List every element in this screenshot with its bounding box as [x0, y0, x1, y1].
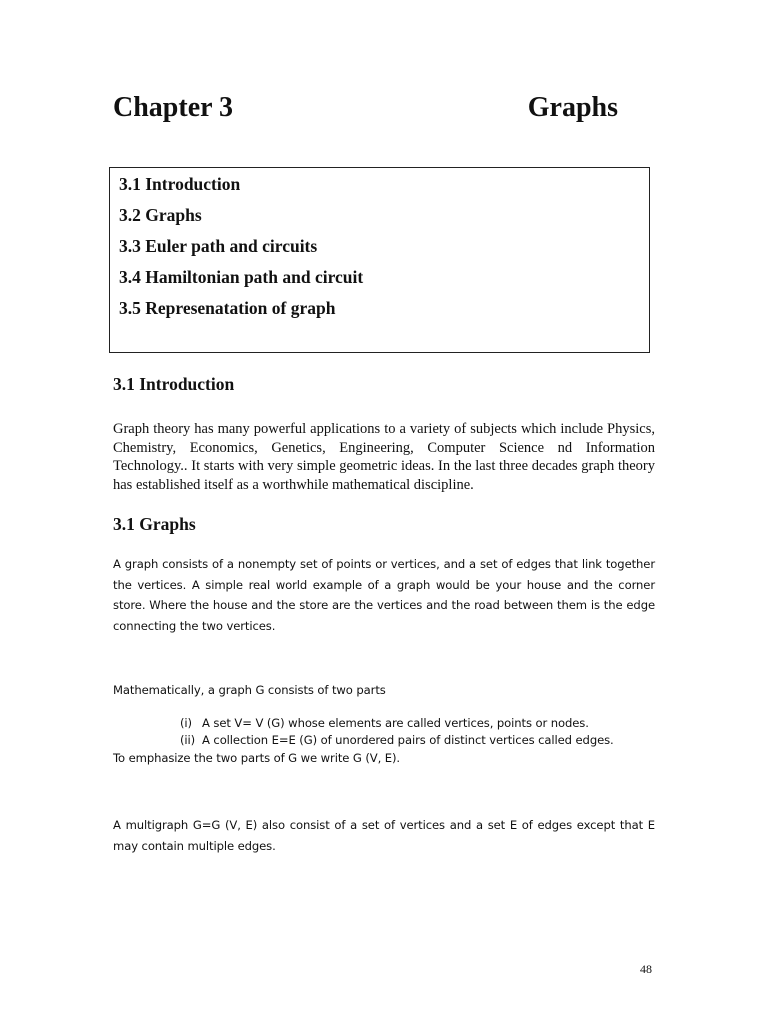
- chapter-header: [113, 92, 618, 132]
- chapter-label: Chapter 3: [113, 92, 234, 123]
- list-item: [180, 732, 614, 749]
- toc-list: [119, 172, 363, 327]
- page-number: 48: [640, 962, 652, 976]
- list-marker: (ii): [180, 733, 196, 747]
- toc-item-euler: 3.3 Euler path and circuits: [119, 236, 318, 256]
- list-item-text: A collection E=E (G) of unordered pairs of distinct vertices called edges.: [202, 733, 614, 747]
- toc-item-graphs: 3.2 Graphs: [119, 205, 202, 225]
- toc-item-representation: 3.5 Represenatation of graph: [119, 298, 336, 318]
- table-of-contents: [109, 167, 650, 353]
- chapter-title: Graphs: [527, 92, 618, 123]
- graph-definition-paragraph: A graph consists of a nonempty set of points or vertices, and a set of edges that link together the vertices. A simple real world example of a graph would be your house and the corner store. Where the house and the store are the vertices and the road between them is the edge connecting the two vertices.: [113, 557, 655, 633]
- introduction-paragraph: Graph theory has many powerful applications to a variety of subjects which include Physics, Chemistry, Economics, Genetics, Engineering, Computer Science nd Information Technology.. It starts with very simple geometric ideas. In the last three decades graph theory has established itself as a worthwhile mathematical discipline.: [113, 421, 655, 493]
- section-heading-introduction: 3.1 Introduction: [113, 374, 235, 394]
- emphasize-line: To emphasize the two parts of G we write G (V, E).: [113, 751, 401, 765]
- list-item-text: A set V= V (G) whose elements are called vertices, points or nodes.: [202, 716, 589, 730]
- math-lead-line: Mathematically, a graph G consists of two parts: [113, 683, 386, 697]
- toc-item-introduction: 3.1 Introduction: [119, 174, 241, 194]
- multigraph-paragraph: A multigraph G=G (V, E) also consist of a set of vertices and a set E of edges except that E may contain multiple edges.: [113, 818, 655, 853]
- toc-item-hamiltonian: 3.4 Hamiltonian path and circuit: [119, 267, 364, 287]
- graph-parts-list: [180, 715, 614, 749]
- list-marker: (i): [180, 716, 192, 730]
- list-item: [180, 715, 614, 732]
- section-heading-graphs: 3.1 Graphs: [113, 514, 196, 534]
